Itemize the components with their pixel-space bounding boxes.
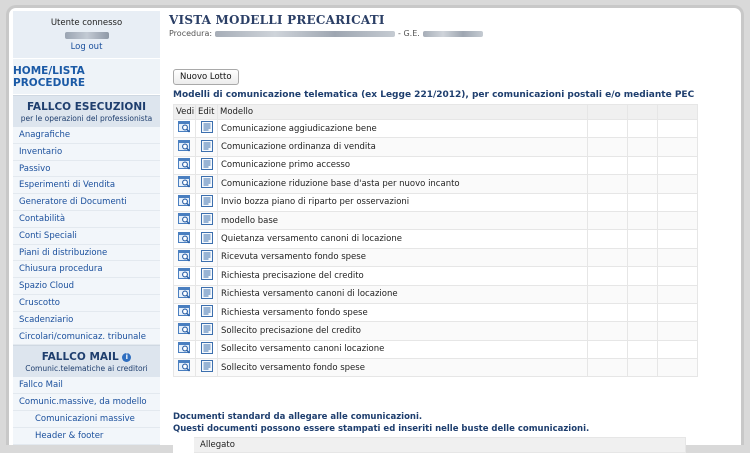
document-edit-icon[interactable] <box>201 176 213 191</box>
sidebar-item[interactable]: Contabilità <box>13 211 160 228</box>
nav-esecuzioni <box>13 127 160 345</box>
empty-cell <box>658 138 698 156</box>
edit-cell <box>196 230 218 248</box>
model-name: Quietanza versamento canoni di locazione <box>218 230 588 248</box>
table-row <box>174 230 698 248</box>
sidebar-item[interactable]: Anagrafiche <box>13 127 160 144</box>
empty-cell <box>628 285 658 303</box>
model-name: Comunicazione ordinanza di vendita <box>218 138 588 156</box>
table-row <box>174 248 698 266</box>
section-header-mail <box>13 345 160 377</box>
view-cell <box>174 175 196 193</box>
model-name: Richiesta precisazione del credito <box>218 267 588 285</box>
empty-cell <box>588 193 628 211</box>
empty-cell <box>588 285 628 303</box>
empty-cell <box>588 156 628 174</box>
table-row <box>174 322 698 340</box>
empty-cell <box>628 248 658 266</box>
procedure-name-redacted <box>215 31 395 37</box>
empty-cell <box>628 340 658 358</box>
edit-cell <box>196 285 218 303</box>
empty-cell <box>628 303 658 321</box>
magnifier-view-icon[interactable] <box>178 140 192 155</box>
procedure-label: Procedura: <box>169 29 213 38</box>
user-name-redacted <box>65 32 109 39</box>
sidebar-subitem[interactable]: Comunicazioni massive <box>13 411 160 428</box>
edit-cell <box>196 248 218 266</box>
model-name: Richiesta versamento fondo spese <box>218 303 588 321</box>
sidebar-item[interactable]: Piani di distribuzione <box>13 245 160 262</box>
model-name: Sollecito precisazione del credito <box>218 322 588 340</box>
empty-cell <box>588 211 628 229</box>
magnifier-view-icon[interactable] <box>178 268 192 283</box>
table-row <box>174 193 698 211</box>
table-header-row <box>174 105 698 120</box>
app-frame <box>6 5 744 450</box>
section-header-esecuzioni <box>13 95 160 127</box>
document-edit-icon[interactable] <box>201 287 213 302</box>
document-edit-icon[interactable] <box>201 305 213 320</box>
view-cell <box>174 359 196 377</box>
model-name: Sollecito versamento canoni locazione <box>218 340 588 358</box>
empty-cell <box>588 120 628 138</box>
document-edit-icon[interactable] <box>201 195 213 210</box>
empty-cell <box>588 267 628 285</box>
table-row <box>174 359 698 377</box>
sidebar-subitem[interactable]: Header & footer <box>13 428 160 445</box>
view-cell <box>174 303 196 321</box>
empty-cell <box>628 230 658 248</box>
sidebar-item[interactable]: Generatore di Documenti <box>13 194 160 211</box>
empty-cell <box>588 248 628 266</box>
section-subtitle: per le operazioni del professionista <box>20 114 153 123</box>
judge-name-redacted <box>423 31 483 37</box>
model-name: Comunicazione aggiudicazione bene <box>218 120 588 138</box>
magnifier-view-icon[interactable] <box>178 195 192 210</box>
view-cell <box>174 340 196 358</box>
docs-col-blank <box>174 438 194 453</box>
document-edit-icon[interactable] <box>201 268 213 283</box>
col-edit: Edit <box>196 105 218 120</box>
procedure-suffix: - G.E. <box>398 29 420 38</box>
model-name: modello base <box>218 211 588 229</box>
empty-cell <box>628 211 658 229</box>
model-name: Comunicazione riduzione base d'asta per nuovo incanto <box>218 175 588 193</box>
col-modello: Modello <box>218 105 588 120</box>
table-row <box>174 211 698 229</box>
document-edit-icon[interactable] <box>201 213 213 228</box>
models-section-title: Modelli di comunicazione telematica (ex Legge 221/2012), per comunicazioni postali e/o mediante PEC <box>173 90 695 100</box>
view-cell <box>174 138 196 156</box>
col-extra-1 <box>588 105 628 120</box>
empty-cell <box>628 267 658 285</box>
view-cell <box>174 211 196 229</box>
document-edit-icon[interactable] <box>201 232 213 247</box>
empty-cell <box>628 322 658 340</box>
empty-cell <box>658 211 698 229</box>
sidebar-item[interactable]: Conti Speciali <box>13 228 160 245</box>
procedure-line <box>169 29 741 38</box>
document-edit-icon[interactable] <box>201 158 213 173</box>
col-vedi: Vedi <box>174 105 196 120</box>
nav-mail <box>13 377 160 444</box>
empty-cell <box>658 285 698 303</box>
edit-cell <box>196 359 218 377</box>
edit-cell <box>196 322 218 340</box>
empty-cell <box>658 322 698 340</box>
view-cell <box>174 230 196 248</box>
docs-table <box>173 437 686 453</box>
empty-cell <box>628 359 658 377</box>
document-edit-icon[interactable] <box>201 323 213 338</box>
empty-cell <box>658 340 698 358</box>
model-name: Comunicazione primo accesso <box>218 156 588 174</box>
magnifier-view-icon[interactable] <box>178 213 192 228</box>
sidebar-item[interactable]: Circolari/comunicaz. tribunale <box>13 329 160 346</box>
table-row <box>174 138 698 156</box>
magnifier-view-icon[interactable] <box>178 121 192 136</box>
docs-section-title <box>173 411 589 435</box>
table-row <box>174 267 698 285</box>
empty-cell <box>658 175 698 193</box>
empty-cell <box>658 267 698 285</box>
edit-cell <box>196 193 218 211</box>
sidebar-item[interactable]: Fallco Mail <box>13 377 160 394</box>
user-label: Utente connesso <box>50 18 123 28</box>
table-row <box>174 285 698 303</box>
edit-cell <box>196 175 218 193</box>
view-cell <box>174 248 196 266</box>
edit-cell <box>196 303 218 321</box>
sidebar-item[interactable]: Comunic.massive, da modello <box>13 394 160 411</box>
magnifier-view-icon[interactable] <box>178 176 192 191</box>
model-name: Sollecito versamento fondo spese <box>218 359 588 377</box>
edit-cell <box>196 340 218 358</box>
sidebar-item[interactable]: Passivo <box>13 161 160 178</box>
edit-cell <box>196 138 218 156</box>
empty-cell <box>658 248 698 266</box>
empty-cell <box>628 156 658 174</box>
empty-cell <box>588 175 628 193</box>
table-row <box>174 120 698 138</box>
document-edit-icon[interactable] <box>201 342 213 357</box>
table-row <box>174 156 698 174</box>
col-extra-3 <box>658 105 698 120</box>
view-cell <box>174 322 196 340</box>
sidebar-item[interactable]: Inventario <box>13 144 160 161</box>
magnifier-view-icon[interactable] <box>178 158 192 173</box>
docs-col-allegato: Allegato <box>194 438 686 453</box>
empty-cell <box>588 322 628 340</box>
edit-cell <box>196 120 218 138</box>
empty-cell <box>658 359 698 377</box>
empty-cell <box>658 156 698 174</box>
docs-title-line-2: Questi documenti possono essere stampati ed inseriti nelle buste delle comunicazioni. <box>173 424 590 434</box>
document-edit-icon[interactable] <box>201 140 213 155</box>
table-row <box>174 175 698 193</box>
sidebar-item[interactable]: Cruscotto <box>13 295 160 312</box>
empty-cell <box>658 120 698 138</box>
table-row <box>174 303 698 321</box>
sidebar <box>13 11 160 445</box>
docs-title-line-1: Documenti standard da allegare alle comunicazioni. <box>173 412 423 422</box>
view-cell <box>174 120 196 138</box>
sidebar-item[interactable]: Esperimenti di Vendita <box>13 177 160 194</box>
sidebar-item[interactable]: Spazio Cloud <box>13 278 160 295</box>
logout-link[interactable]: Log out <box>70 42 103 52</box>
empty-cell <box>588 138 628 156</box>
model-name: Richiesta versamento canoni di locazione <box>218 285 588 303</box>
new-lot-button[interactable]: Nuovo Lotto <box>173 69 239 85</box>
empty-cell <box>658 193 698 211</box>
empty-cell <box>628 120 658 138</box>
magnifier-view-icon[interactable] <box>178 305 192 320</box>
view-cell <box>174 285 196 303</box>
home-link[interactable]: HOME/LISTA PROCEDURE <box>13 59 160 95</box>
edit-cell <box>196 267 218 285</box>
empty-cell <box>628 175 658 193</box>
view-cell <box>174 193 196 211</box>
edit-cell <box>196 156 218 174</box>
model-name: Ricevuta versamento fondo spese <box>218 248 588 266</box>
user-box <box>13 11 160 59</box>
empty-cell <box>588 359 628 377</box>
empty-cell <box>588 230 628 248</box>
models-table <box>173 104 698 377</box>
table-row <box>174 340 698 358</box>
empty-cell <box>628 138 658 156</box>
view-cell <box>174 267 196 285</box>
empty-cell <box>628 193 658 211</box>
main-content <box>169 13 741 450</box>
sidebar-item[interactable]: Chiusura procedura <box>13 261 160 278</box>
empty-cell <box>588 303 628 321</box>
section-title <box>13 351 160 363</box>
page-title: VISTA MODELLI PRECARICATI <box>169 13 385 27</box>
empty-cell <box>588 340 628 358</box>
magnifier-view-icon[interactable] <box>178 232 192 247</box>
magnifier-view-icon[interactable] <box>178 323 192 338</box>
edit-cell <box>196 211 218 229</box>
magnifier-view-icon[interactable] <box>178 287 192 302</box>
empty-cell <box>658 303 698 321</box>
empty-cell <box>658 230 698 248</box>
document-edit-icon[interactable] <box>201 121 213 136</box>
section-title-text: FALLCO MAIL <box>41 351 119 364</box>
view-cell <box>174 156 196 174</box>
docs-header-row <box>174 438 686 453</box>
info-icon[interactable]: i <box>122 353 131 362</box>
magnifier-view-icon[interactable] <box>178 342 192 357</box>
models-table-body <box>174 120 698 377</box>
col-extra-2 <box>628 105 658 120</box>
magnifier-view-icon[interactable] <box>178 250 192 265</box>
document-edit-icon[interactable] <box>201 360 213 375</box>
section-title: FALLCO ESECUZIONI <box>26 101 147 113</box>
section-subtitle: Comunic.telematiche ai creditori <box>25 364 148 374</box>
model-name: Invio bozza piano di riparto per osservazioni <box>218 193 588 211</box>
sidebar-item[interactable]: Scadenziario <box>13 312 160 329</box>
document-edit-icon[interactable] <box>201 250 213 265</box>
magnifier-view-icon[interactable] <box>178 360 192 375</box>
